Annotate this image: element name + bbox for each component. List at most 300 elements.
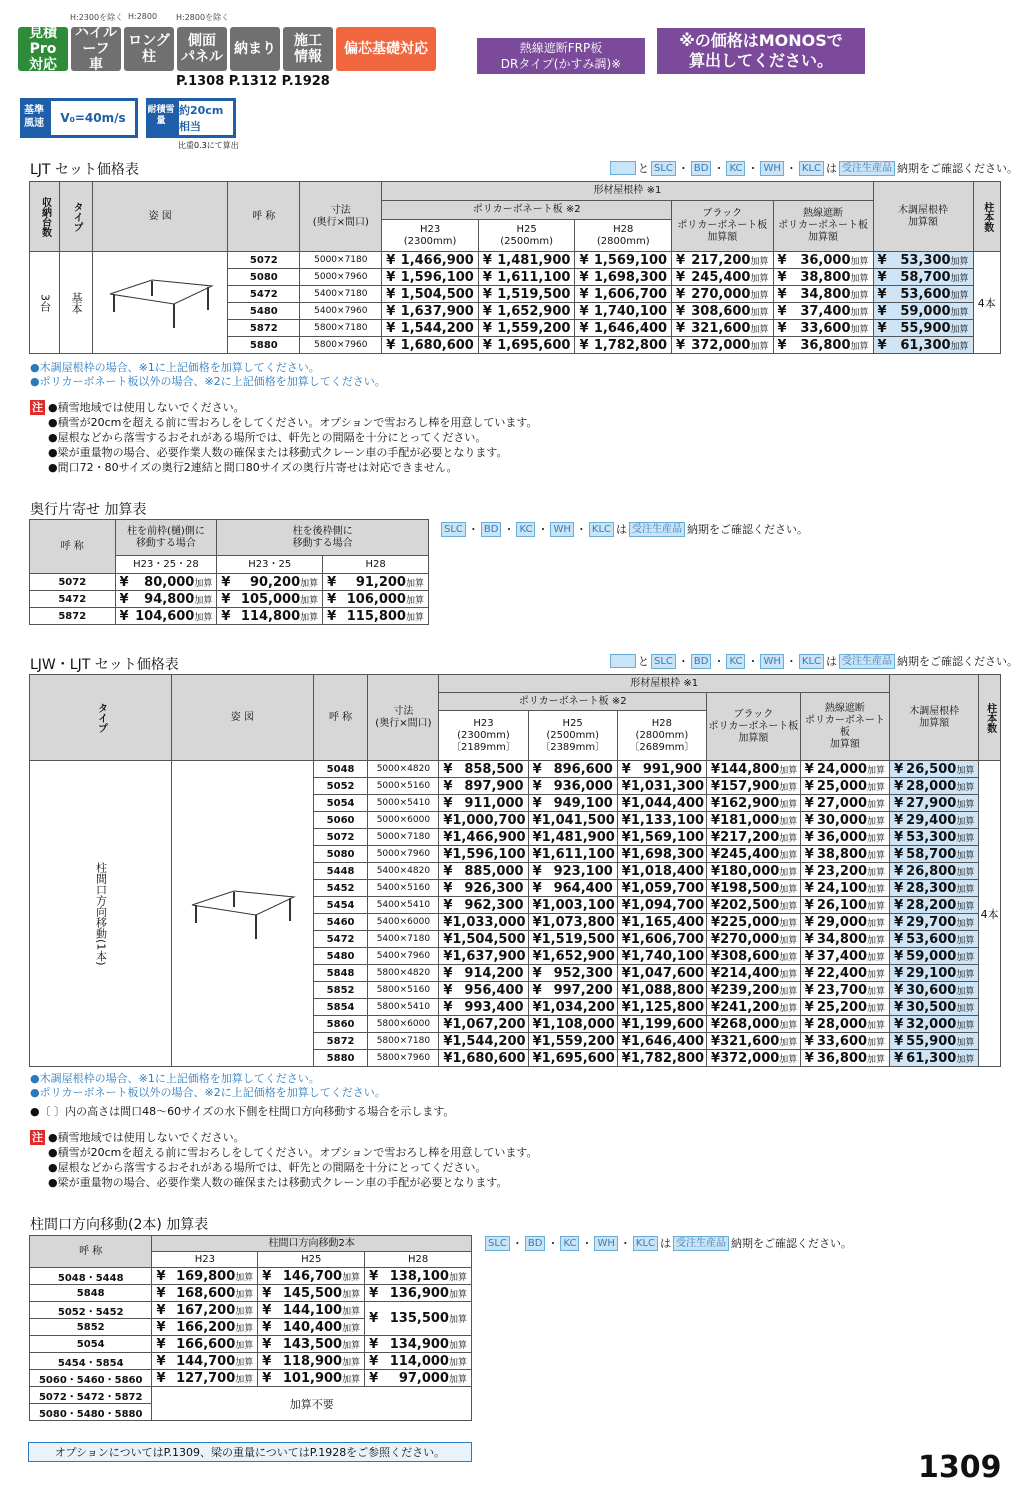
h-sugata: 姿 図 bbox=[93, 182, 228, 252]
dim-cell: 5400×7960 bbox=[368, 948, 439, 965]
add-black bbox=[672, 252, 773, 269]
add-label: 加算 bbox=[448, 1340, 467, 1351]
tile-panel[interactable]: 側面 パネル bbox=[177, 27, 227, 71]
chip-wh: WH bbox=[760, 654, 783, 669]
yen-sign: ¥ bbox=[711, 914, 721, 930]
note-item: ●積雪地域では使用しないでください。 bbox=[48, 1131, 245, 1144]
yen-sign: ¥ bbox=[532, 1033, 542, 1049]
t3-h-poly: ポリカーボネート板 ※2 bbox=[439, 693, 707, 711]
yen-sign: ¥ bbox=[711, 1033, 721, 1049]
price-value: 27,000 bbox=[816, 795, 868, 811]
yen-sign: ¥ bbox=[532, 778, 542, 794]
yen-sign: ¥ bbox=[711, 795, 721, 811]
add-heat bbox=[800, 931, 889, 948]
price-h23 bbox=[439, 880, 528, 897]
add-label: 加算 bbox=[956, 765, 975, 776]
price-value: 105,000 bbox=[240, 591, 301, 607]
yen-sign: ¥ bbox=[894, 931, 904, 947]
add-label: 加算 bbox=[235, 1272, 254, 1283]
dim-cell: 5400×5410 bbox=[368, 897, 439, 914]
shuno-cell: 3台 bbox=[30, 252, 60, 354]
price-h25 bbox=[528, 846, 617, 863]
dim-cell: 5000×5160 bbox=[368, 778, 439, 795]
price-h28 bbox=[617, 761, 706, 778]
yen-sign: ¥ bbox=[894, 795, 904, 811]
price-value: 1,125,800 bbox=[630, 999, 705, 1015]
h-shuno: 収納台数 bbox=[30, 182, 60, 252]
t2-h-front: 柱を前枠(樋)側に 移動する場合 bbox=[115, 520, 217, 556]
add-wood bbox=[890, 1016, 979, 1033]
add-label: 加算 bbox=[867, 1003, 886, 1014]
add-label: 加算 bbox=[779, 986, 798, 997]
price-value: 1,000,700 bbox=[452, 812, 526, 828]
price-value: 28,000 bbox=[906, 778, 957, 794]
yen-sign: ¥ bbox=[777, 252, 787, 268]
price-value: 29,700 bbox=[906, 914, 957, 930]
price-value: 138,100 bbox=[389, 1268, 449, 1284]
price-h28 bbox=[617, 863, 706, 880]
price-value: 217,200 bbox=[720, 829, 780, 845]
t4-h-name: 呼 称 bbox=[30, 1236, 152, 1268]
price-h23 bbox=[439, 829, 528, 846]
price-value: 53,300 bbox=[906, 829, 957, 845]
yen-sign: ¥ bbox=[804, 863, 814, 879]
chip-bd: BD bbox=[691, 161, 712, 176]
add-label: 加算 bbox=[235, 1374, 254, 1385]
yen-sign: ¥ bbox=[482, 303, 492, 319]
price-h23 bbox=[439, 931, 528, 948]
yen-sign: ¥ bbox=[804, 761, 814, 777]
add-label: 加算 bbox=[194, 612, 213, 623]
price-value: 36,000 bbox=[816, 829, 868, 845]
yen-sign: ¥ bbox=[894, 999, 904, 1015]
tile-henshin[interactable]: 偏芯基礎対応 bbox=[336, 27, 436, 71]
price-value: 1,782,800 bbox=[593, 337, 668, 353]
price-h25 bbox=[528, 1050, 617, 1067]
price-value: 24,100 bbox=[816, 880, 868, 896]
name-cell: 5454 bbox=[313, 897, 368, 914]
add-back-h28 bbox=[323, 608, 429, 625]
tile-sekou[interactable]: 施工 情報 bbox=[283, 27, 333, 71]
price-h28 bbox=[575, 269, 672, 286]
yen-sign: ¥ bbox=[532, 999, 542, 1015]
price-h23 bbox=[382, 303, 479, 320]
price-value: 24,000 bbox=[816, 761, 868, 777]
add-h28 bbox=[365, 1336, 472, 1353]
price-h23 bbox=[439, 1016, 528, 1033]
chip-klc: KLC bbox=[589, 522, 614, 537]
price-h23 bbox=[439, 914, 528, 931]
price-h28 bbox=[617, 914, 706, 931]
chip-slc: SLC bbox=[651, 654, 676, 669]
price-value: 168,600 bbox=[176, 1285, 236, 1301]
price-value: 1,504,500 bbox=[452, 931, 526, 947]
add-label: 加算 bbox=[956, 935, 975, 946]
yen-sign: ¥ bbox=[579, 252, 589, 268]
table-row bbox=[30, 591, 429, 608]
yen-sign: ¥ bbox=[156, 1319, 166, 1335]
yen-sign: ¥ bbox=[804, 880, 814, 896]
price-value: 952,300 bbox=[553, 965, 613, 981]
price-value: 36,800 bbox=[800, 337, 851, 353]
price-value: 29,100 bbox=[906, 965, 957, 981]
tile-osamari[interactable]: 納まり bbox=[230, 27, 280, 71]
carport-illustration bbox=[182, 877, 302, 947]
add-wood bbox=[890, 863, 979, 880]
note-item: ●積雪地域では使用しないでください。 bbox=[48, 401, 245, 414]
confirm-text: 納期をご確認ください。 bbox=[687, 523, 809, 536]
yen-sign: ¥ bbox=[386, 286, 396, 302]
yen-sign: ¥ bbox=[532, 965, 542, 981]
chip-kc: KC bbox=[516, 522, 535, 537]
chip-wh: WH bbox=[550, 522, 573, 537]
add-heat bbox=[773, 286, 873, 303]
add-label: 加算 bbox=[950, 290, 969, 301]
add-black bbox=[672, 303, 773, 320]
yen-sign: ¥ bbox=[804, 982, 814, 998]
yen-sign: ¥ bbox=[221, 608, 231, 624]
price-value: 144,100 bbox=[282, 1302, 343, 1318]
add-label: 加算 bbox=[850, 307, 869, 318]
add-label: 加算 bbox=[956, 918, 975, 929]
price-value: 885,000 bbox=[464, 863, 524, 879]
add-label: 加算 bbox=[956, 850, 975, 861]
add-label: 加算 bbox=[750, 324, 769, 335]
name-cell: 5054 bbox=[30, 1336, 152, 1353]
price-value: 134,900 bbox=[389, 1336, 449, 1352]
yen-sign: ¥ bbox=[711, 982, 721, 998]
yen-sign: ¥ bbox=[443, 1016, 453, 1032]
price-h23 bbox=[439, 761, 528, 778]
dim-cell: 5000×7180 bbox=[368, 829, 439, 846]
price-value: 1,782,800 bbox=[630, 1050, 705, 1066]
add-heat bbox=[773, 303, 873, 320]
yen-sign: ¥ bbox=[386, 252, 396, 268]
add-label: 加算 bbox=[867, 901, 886, 912]
yen-sign: ¥ bbox=[443, 965, 453, 981]
price-value: 80,000 bbox=[144, 574, 195, 590]
add-heat bbox=[800, 897, 889, 914]
dim-cell: 5800×5410 bbox=[368, 999, 439, 1016]
price-value: 1,611,100 bbox=[541, 846, 615, 862]
yen-sign: ¥ bbox=[877, 320, 887, 336]
name-cell: 5052・5452 bbox=[30, 1302, 152, 1319]
yen-sign: ¥ bbox=[443, 1033, 453, 1049]
add-label: 加算 bbox=[956, 799, 975, 810]
blue-note: ●木調屋根枠の場合、※1に上記価格を加算してください。 bbox=[30, 1072, 320, 1085]
add-black bbox=[707, 914, 801, 931]
price-value: 30,500 bbox=[906, 999, 957, 1015]
yen-sign: ¥ bbox=[621, 1016, 631, 1032]
add-h25 bbox=[258, 1319, 365, 1336]
price-value: 37,400 bbox=[800, 303, 851, 319]
price-value: 1,698,300 bbox=[593, 269, 668, 285]
name-cell: 5472 bbox=[30, 591, 116, 608]
wa-text: は bbox=[826, 655, 838, 668]
add-label: 加算 bbox=[342, 1323, 361, 1334]
add-label: 加算 bbox=[779, 799, 798, 810]
add-h23 bbox=[152, 1336, 258, 1353]
price-h25 bbox=[478, 252, 575, 269]
price-value: 1,652,900 bbox=[541, 948, 615, 964]
yen-sign: ¥ bbox=[894, 880, 904, 896]
yen-sign: ¥ bbox=[711, 897, 721, 913]
chip-juchu: 受注生産品 bbox=[673, 1236, 729, 1251]
dim-cell: 5400×4820 bbox=[368, 863, 439, 880]
yen-sign: ¥ bbox=[877, 252, 887, 268]
to-text: と bbox=[638, 162, 649, 175]
yen-sign: ¥ bbox=[894, 965, 904, 981]
add-label: 加算 bbox=[867, 867, 886, 878]
yen-sign: ¥ bbox=[156, 1370, 166, 1386]
price-value: 38,800 bbox=[800, 269, 851, 285]
yen-sign: ¥ bbox=[532, 863, 542, 879]
add-label: 加算 bbox=[867, 782, 886, 793]
chip-slc: SLC bbox=[651, 161, 676, 176]
price-h25 bbox=[478, 320, 575, 337]
price-h25 bbox=[528, 982, 617, 999]
carport-illustration bbox=[100, 266, 220, 336]
name-cell: 5072 bbox=[313, 829, 368, 846]
price-value: 914,200 bbox=[464, 965, 524, 981]
note-h2300: H:2300を除く bbox=[70, 13, 124, 22]
h-frame: 形材屋根枠 ※1 bbox=[382, 182, 873, 201]
chu-badge: 注 bbox=[32, 401, 43, 414]
note-item: ●積雪が20cmを超える前に雪おろしをしてください。オプションで雪おろし棒を用意しています。 bbox=[48, 416, 538, 429]
frp-box: 熱線遮断FRP板 DRタイプ(かすみ調)※ bbox=[477, 38, 645, 74]
name-cell: 5872 bbox=[30, 608, 116, 625]
yen-sign: ¥ bbox=[482, 337, 492, 353]
price-value: 23,700 bbox=[816, 982, 868, 998]
tile-highroof[interactable]: ハイルーフ 車 bbox=[71, 27, 121, 71]
yen-sign: ¥ bbox=[369, 1311, 379, 1326]
yen-sign: ¥ bbox=[386, 320, 396, 336]
yen-sign: ¥ bbox=[369, 1285, 379, 1301]
name-cell: 5848 bbox=[313, 965, 368, 982]
price-h23 bbox=[439, 948, 528, 965]
price-value: 1,596,100 bbox=[452, 846, 526, 862]
price-value: 55,900 bbox=[900, 320, 951, 336]
to-text: と bbox=[638, 655, 649, 668]
add-h23 bbox=[152, 1370, 258, 1387]
yen-sign: ¥ bbox=[386, 269, 396, 285]
price-h28 bbox=[617, 812, 706, 829]
t3-h-frame: 形材屋根枠 ※1 bbox=[439, 675, 890, 693]
tile-long[interactable]: ロング 柱 bbox=[124, 27, 174, 71]
price-value: 30,000 bbox=[816, 812, 868, 828]
add-wood bbox=[890, 982, 979, 999]
add-black bbox=[707, 795, 801, 812]
yen-sign: ¥ bbox=[804, 897, 814, 913]
yen-sign: ¥ bbox=[621, 795, 631, 811]
table1 bbox=[29, 181, 1001, 354]
confirm-text: 納期をご確認ください。 bbox=[731, 1237, 853, 1250]
price-h28 bbox=[617, 1050, 706, 1067]
add-label: 加算 bbox=[779, 935, 798, 946]
add-label: 加算 bbox=[867, 1037, 886, 1048]
price-value: 144,800 bbox=[720, 761, 780, 777]
yen-sign: ¥ bbox=[532, 795, 542, 811]
price-h28 bbox=[617, 999, 706, 1016]
yen-sign: ¥ bbox=[877, 303, 887, 319]
price-h23 bbox=[439, 846, 528, 863]
add-black bbox=[707, 931, 801, 948]
price-value: 1,481,900 bbox=[497, 252, 571, 268]
price-value: 1,652,900 bbox=[497, 303, 571, 319]
yen-sign: ¥ bbox=[386, 337, 396, 353]
add-label: 加算 bbox=[867, 850, 886, 861]
monos-box: ※の価格はMONOSで 算出してください。 bbox=[657, 28, 865, 74]
chip-kc: KC bbox=[726, 161, 745, 176]
add-h25 bbox=[258, 1336, 365, 1353]
table2 bbox=[29, 519, 429, 625]
name-cell: 5460 bbox=[313, 914, 368, 931]
yen-sign: ¥ bbox=[327, 608, 337, 624]
wa-text: は bbox=[616, 523, 628, 536]
price-value: 308,600 bbox=[720, 948, 780, 964]
table3-title: LJW・LJT セット価格表 bbox=[30, 657, 179, 673]
price-h25 bbox=[478, 337, 575, 354]
price-value: 993,400 bbox=[464, 999, 524, 1015]
add-label: 加算 bbox=[194, 578, 213, 589]
yen-sign: ¥ bbox=[894, 982, 904, 998]
h-poly: ポリカーボネート板 ※2 bbox=[382, 201, 672, 220]
yen-sign: ¥ bbox=[443, 812, 453, 828]
price-value: 1,067,200 bbox=[452, 1016, 526, 1032]
add-black bbox=[707, 846, 801, 863]
price-h23 bbox=[439, 1033, 528, 1050]
add-label: 加算 bbox=[405, 595, 424, 606]
price-value: 239,200 bbox=[720, 982, 780, 998]
price-value: 34,800 bbox=[816, 931, 868, 947]
wind-badge bbox=[20, 98, 138, 138]
price-value: 38,800 bbox=[816, 846, 868, 862]
add-label: 加算 bbox=[867, 986, 886, 997]
price-value: 26,500 bbox=[906, 761, 957, 777]
price-h23 bbox=[439, 982, 528, 999]
table2-body bbox=[30, 574, 429, 625]
t3-h-h28: H28 (2800mm) 〔2689mm〕 bbox=[617, 711, 706, 761]
yen-sign: ¥ bbox=[443, 846, 453, 862]
price-value: 53,600 bbox=[900, 286, 951, 302]
add-black bbox=[707, 1033, 801, 1050]
blank-chip bbox=[610, 654, 636, 668]
yen-sign: ¥ bbox=[804, 812, 814, 828]
yen-sign: ¥ bbox=[711, 778, 721, 794]
yen-sign: ¥ bbox=[877, 286, 887, 302]
h-wood: 木調屋根枠 加算額 bbox=[873, 182, 973, 252]
table-row bbox=[30, 1336, 472, 1353]
price-value: 115,800 bbox=[346, 608, 406, 624]
yen-sign: ¥ bbox=[777, 286, 787, 302]
price-value: 29,400 bbox=[906, 812, 957, 828]
yen-sign: ¥ bbox=[877, 269, 887, 285]
price-h25 bbox=[528, 999, 617, 1016]
add-heat bbox=[800, 1050, 889, 1067]
yen-sign: ¥ bbox=[443, 880, 453, 896]
footer-note: オプションについてはP.1309、梁の重量についてはP.1928をご参照ください。 bbox=[28, 1442, 472, 1462]
price-value: 911,000 bbox=[464, 795, 524, 811]
yen-sign: ¥ bbox=[119, 608, 129, 624]
dim-cell: 5000×7180 bbox=[300, 252, 382, 269]
chu-badge: 注 bbox=[32, 1131, 43, 1144]
t3-h-h25: H25 (2500mm) 〔2389mm〕 bbox=[528, 711, 617, 761]
price-value: 127,700 bbox=[176, 1370, 236, 1386]
price-h23 bbox=[382, 286, 479, 303]
price-value: 1,606,700 bbox=[630, 931, 705, 947]
price-h23 bbox=[439, 897, 528, 914]
yen-sign: ¥ bbox=[621, 846, 631, 862]
add-label: 加算 bbox=[956, 833, 975, 844]
price-value: 1,680,600 bbox=[400, 337, 474, 353]
yen-sign: ¥ bbox=[676, 269, 686, 285]
price-h23 bbox=[439, 778, 528, 795]
add-wood bbox=[873, 303, 973, 320]
add-label: 加算 bbox=[779, 969, 798, 980]
chip-juchu: 受注生産品 bbox=[839, 654, 895, 669]
add-label: 加算 bbox=[956, 1054, 975, 1065]
add-h23 bbox=[152, 1285, 258, 1302]
price-value: 53,600 bbox=[906, 931, 957, 947]
add-label: 加算 bbox=[956, 901, 975, 912]
yen-sign: ¥ bbox=[482, 286, 492, 302]
price-value: 1,569,100 bbox=[593, 252, 668, 268]
add-label: 加算 bbox=[342, 1272, 361, 1283]
t2-h-a: H23・25・28 bbox=[115, 556, 217, 574]
price-value: 858,500 bbox=[464, 761, 524, 777]
chip-bd: BD bbox=[481, 522, 502, 537]
chip-kc: KC bbox=[560, 1236, 579, 1251]
yen-sign: ¥ bbox=[894, 778, 904, 794]
price-value: 1,544,200 bbox=[400, 320, 474, 336]
table-row bbox=[30, 608, 429, 625]
price-value: 1,003,100 bbox=[541, 897, 615, 913]
dim-cell: 5800×4820 bbox=[368, 965, 439, 982]
price-value: 268,000 bbox=[720, 1016, 780, 1032]
price-value: 1,018,400 bbox=[630, 863, 705, 879]
price-h25 bbox=[528, 795, 617, 812]
yen-sign: ¥ bbox=[262, 1336, 272, 1352]
price-h25 bbox=[528, 761, 617, 778]
yen-sign: ¥ bbox=[579, 286, 589, 302]
price-value: 145,500 bbox=[282, 1285, 343, 1301]
price-value: 53,300 bbox=[900, 252, 951, 268]
price-h23 bbox=[439, 1050, 528, 1067]
yen-sign: ¥ bbox=[711, 1050, 721, 1066]
price-value: 26,800 bbox=[906, 863, 957, 879]
price-value: 1,695,600 bbox=[497, 337, 571, 353]
add-wood bbox=[873, 286, 973, 303]
price-value: 1,034,200 bbox=[541, 999, 615, 1015]
yen-sign: ¥ bbox=[119, 574, 129, 590]
h-posts: 柱本数 bbox=[973, 182, 1000, 252]
name-cell: 5852 bbox=[30, 1319, 152, 1336]
add-black bbox=[707, 897, 801, 914]
yen-sign: ¥ bbox=[386, 303, 396, 319]
add-h28 bbox=[365, 1285, 472, 1302]
add-heat bbox=[800, 914, 889, 931]
table-row bbox=[30, 1302, 472, 1319]
add-label: 加算 bbox=[779, 782, 798, 793]
tile-mitsumori[interactable]: 見積Pro 対応 bbox=[18, 27, 68, 71]
name-cell: 5452 bbox=[313, 880, 368, 897]
yen-sign: ¥ bbox=[443, 897, 453, 913]
add-back-h23 bbox=[217, 574, 323, 591]
yen-sign: ¥ bbox=[532, 1016, 542, 1032]
price-h28 bbox=[575, 320, 672, 337]
price-value: 1,637,900 bbox=[452, 948, 526, 964]
add-heat bbox=[800, 761, 889, 778]
